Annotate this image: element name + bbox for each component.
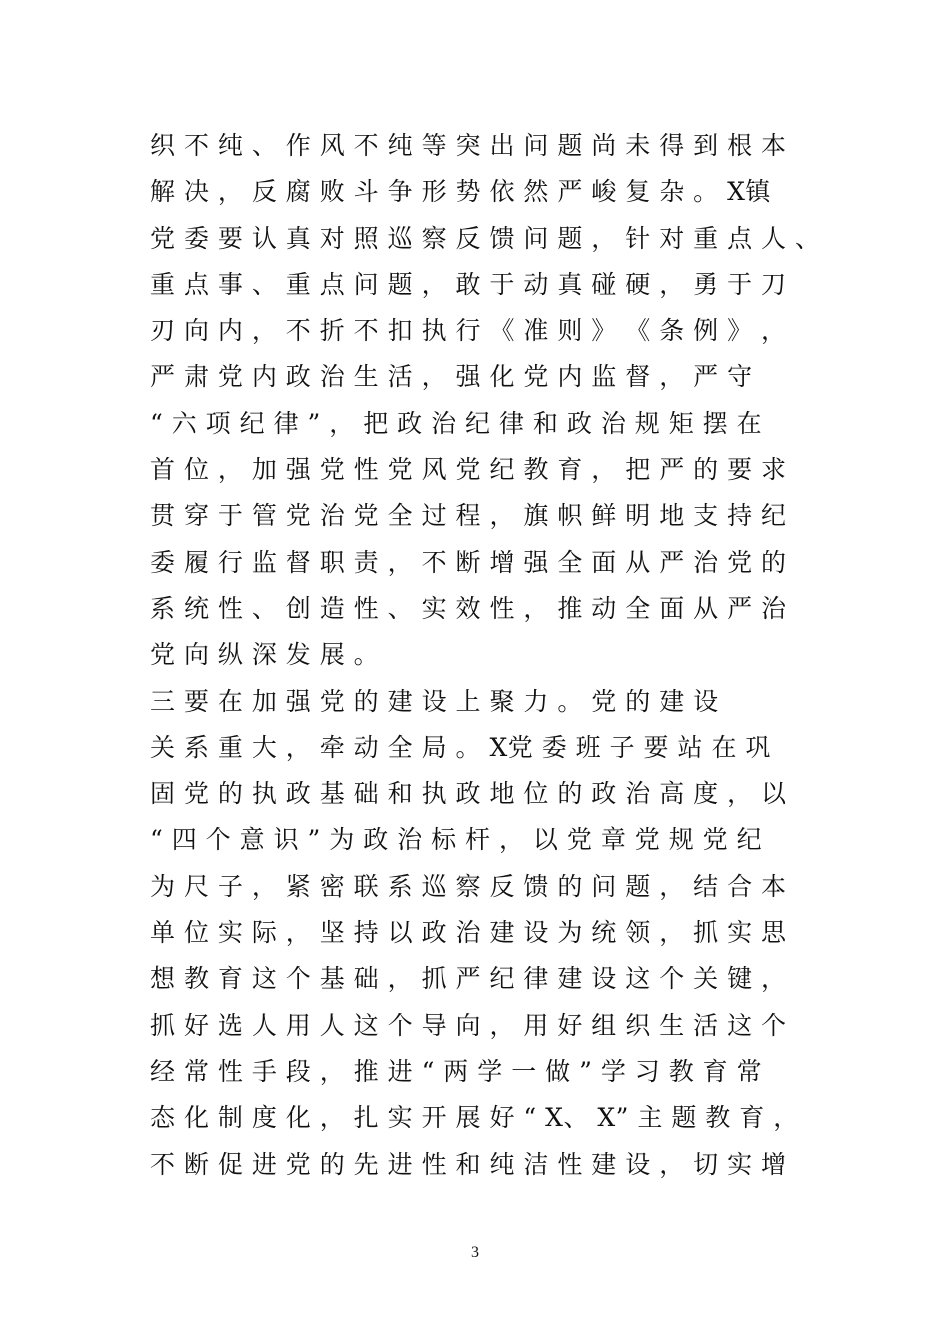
text-line: 织 不 纯 、 作 风 不 纯 等 突 出 问 题 尚 未 得 到 根 本 (150, 131, 787, 160)
text-line: 三 要 在 加 强 党 的 建 设 上 聚 力 。 党 的 建 设 (150, 686, 719, 716)
text-line: 想 教 育 这 个 基 础 ， 抓 严 纪 律 建 设 这 个 关 键 ， (150, 964, 787, 994)
text-line: 系 统 性 、 创 造 性 、 实 效 性 ， 推 动 全 面 从 严 治 (150, 593, 787, 623)
text-line: 经 常 性 手 段 ， 推 进 “ 两 学 一 做 ” 学 习 教 育 常 (150, 1056, 763, 1086)
body-text (150, 123, 821, 1188)
text-line: 党 向 纵 深 发 展 。 (150, 640, 380, 670)
text-line: 重 点 事 、 重 点 问 题 ， 敢 于 动 真 碰 硬 ， 勇 于 刀 (150, 269, 787, 299)
text-line: 单 位 实 际 ， 坚 持 以 政 治 建 设 为 统 领 ， 抓 实 思 (150, 918, 787, 948)
text-line: 固 党 的 执 政 基 础 和 执 政 地 位 的 政 治 高 度 ， 以 (150, 779, 787, 809)
page-number: 3 (471, 1244, 479, 1261)
text-line: 严 肃 党 内 政 治 生 活 ， 强 化 党 内 监 督 ， 严 守 (150, 362, 753, 392)
text-line: 首 位 ， 加 强 党 性 党 风 党 纪 教 育 ， 把 严 的 要 求 (150, 455, 787, 485)
text-line: 抓 好 选 人 用 人 这 个 导 向 ， 用 好 组 织 生 活 这 个 (150, 1010, 787, 1040)
text-line: 关 系 重 大 ， 牵 动 全 局 。 X党 委 班 子 要 站 在 巩 (150, 732, 771, 762)
text-line: 贯 穿 于 管 党 治 党 全 过 程 ， 旗 帜 鲜 明 地 支 持 纪 (150, 501, 787, 531)
text-line: 刃 向 内 ， 不 折 不 扣 执 行 《 准 则 》 《 条 例 》 ， (150, 316, 787, 346)
text-line: “ 四 个 意 识 ” 为 政 治 标 杆 ， 以 党 章 党 规 党 纪 (150, 825, 763, 855)
text-line: 解 决 ， 反 腐 败 斗 争 形 势 依 然 严 峻 复 杂 。 X镇 (150, 177, 771, 207)
text-line: 党 委 要 认 真 对 照 巡 察 反 馈 问 题 ， 针 对 重 点 人 、 (150, 223, 821, 253)
text-line: 委 履 行 监 督 职 责 ， 不 断 增 强 全 面 从 严 治 党 的 (150, 547, 787, 577)
text-line: 为 尺 子 ， 紧 密 联 系 巡 察 反 馈 的 问 题 ， 结 合 本 (150, 871, 787, 901)
text-line: “ 六 项 纪 律 ” ， 把 政 治 纪 律 和 政 治 规 矩 摆 在 (150, 408, 763, 438)
text-line: 态 化 制 度 化 ， 扎 实 开 展 好 “ X、 X” 主 题 教 育 ， (150, 1103, 799, 1133)
text-line: 不 断 促 进 党 的 先 进 性 和 纯 洁 性 建 设 ， 切 实 增 (150, 1149, 787, 1179)
